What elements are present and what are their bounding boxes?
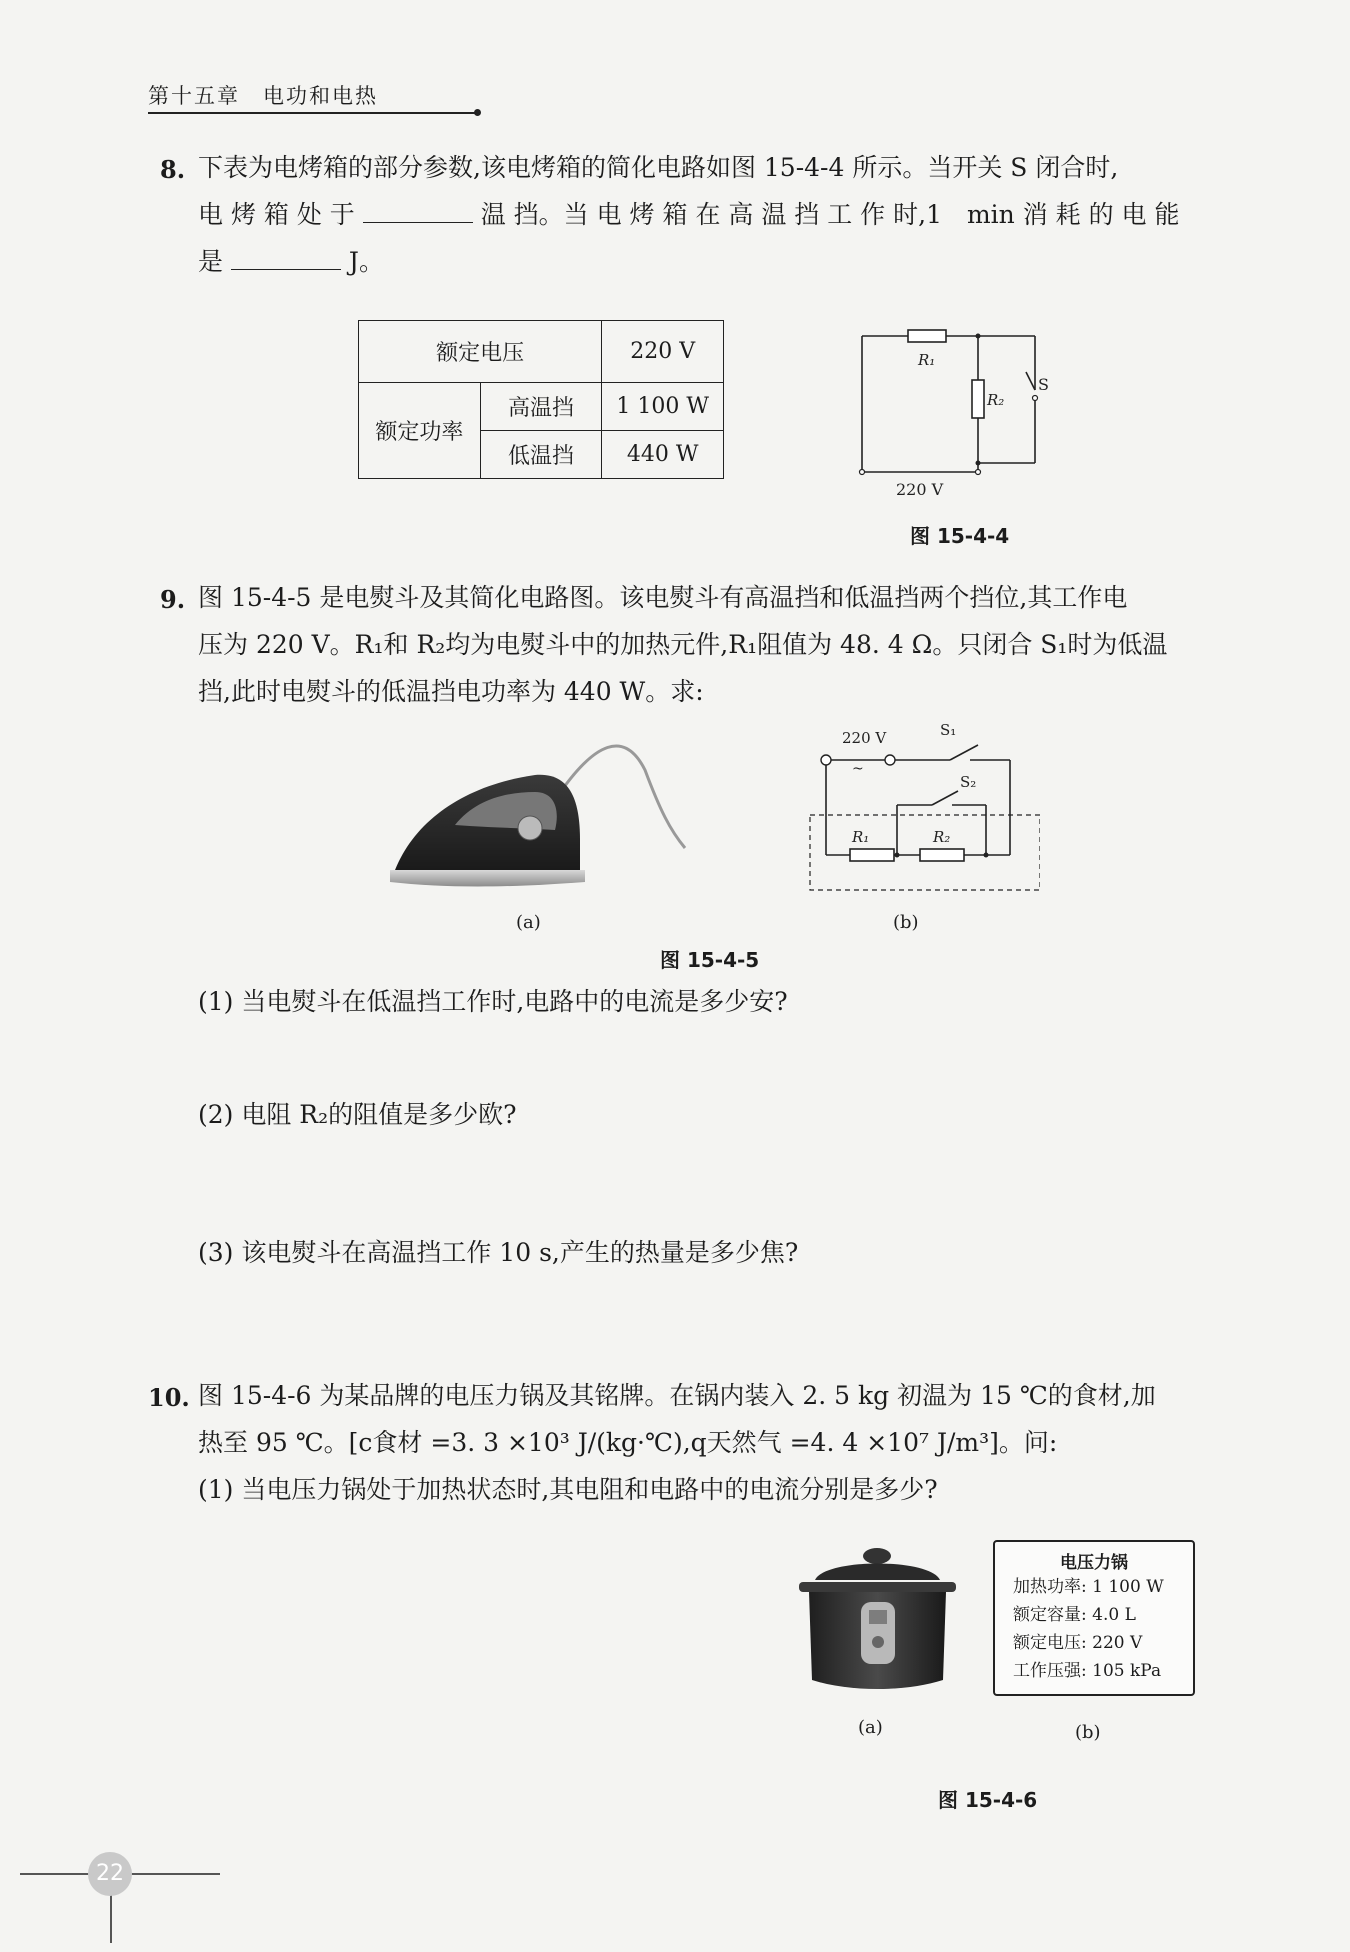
q8-line-3 xyxy=(198,247,384,277)
nameplate-title: 电压力锅 xyxy=(1060,1553,1128,1573)
fig-15-4-6-label-b: (b) xyxy=(1075,1722,1101,1743)
figure-15-4-6-caption: 图 15-4-6 xyxy=(938,1788,1038,1812)
low-temp-value: 440 W xyxy=(602,431,724,479)
q9-s1-label: S₁ xyxy=(940,721,957,739)
rated-power-label: 额定功率 xyxy=(359,383,481,479)
q9-line-3: 挡,此时电熨斗的低温挡电功率为 440 W。求: xyxy=(198,677,704,706)
q9-ac-symbol: ~ xyxy=(852,761,864,777)
q8-voltage-label: 220 V xyxy=(896,480,944,499)
pressure-cooker-nameplate xyxy=(993,1540,1195,1696)
q8-line-2b: 温 挡。当 电 烤 箱 在 高 温 挡 工 作 时,1 min 消 耗 的 电 能 xyxy=(480,200,1180,229)
q9-subquestion-2: (2) 电阻 R₂的阻值是多少欧? xyxy=(198,1100,517,1129)
q10-subquestion-1: (1) 当电压力锅处于加热状态时,其电阻和电路中的电流分别是多少? xyxy=(198,1475,938,1504)
nameplate-heating-power: 加热功率: 1 100 W xyxy=(1013,1577,1164,1597)
nameplate-rated-voltage: 额定电压: 220 V xyxy=(1013,1633,1143,1653)
rated-voltage-label: 额定电压 xyxy=(359,321,602,383)
high-temp-value: 1 100 W xyxy=(602,383,724,431)
q8-blank-1[interactable] xyxy=(363,200,473,223)
fig-15-4-5-label-b: (b) xyxy=(893,912,919,933)
high-temp-label: 高温挡 xyxy=(480,383,602,431)
nameplate-working-pressure: 工作压强: 105 kPa xyxy=(1013,1661,1162,1681)
low-temp-label: 低温挡 xyxy=(480,431,602,479)
q8-blank-2[interactable] xyxy=(231,247,341,270)
q9-number: 9. xyxy=(160,585,186,614)
q8-line-1: 下表为电烤箱的部分参数,该电烤箱的简化电路如图 15-4-4 所示。当开关 S 闭合时, xyxy=(198,153,1119,182)
fig-15-4-6-label-a: (a) xyxy=(858,1717,883,1738)
q9-r2-label: R₂ xyxy=(933,828,951,846)
figure-15-4-5-caption: 图 15-4-5 xyxy=(660,948,760,972)
q9-subquestion-3: (3) 该电熨斗在高温挡工作 10 s,产生的热量是多少焦? xyxy=(198,1238,799,1267)
q10-number: 10. xyxy=(148,1383,190,1412)
q9-line-1: 图 15-4-5 是电熨斗及其简化电路图。该电熨斗有高温挡和低温挡两个挡位,其工作电 xyxy=(198,583,1128,612)
q8-parameter-table xyxy=(358,320,724,479)
q8-line-3a: 是 xyxy=(198,247,224,276)
q9-subquestion-1: (1) 当电熨斗在低温挡工作时,电路中的电流是多少安? xyxy=(198,987,788,1016)
q9-s2-label: S₂ xyxy=(960,773,977,791)
header-rule xyxy=(148,112,478,114)
q8-line-2a: 电 烤 箱 处 于 xyxy=(198,200,355,229)
pressure-cooker-image xyxy=(795,1540,960,1700)
q9-line-2: 压为 220 V。R₁和 R₂均为电熨斗中的加热元件,R₁阻值为 48. 4 Ω。只闭合 S₁时为低温 xyxy=(198,630,1168,659)
q8-circuit-diagram xyxy=(850,320,1050,500)
q8-number: 8. xyxy=(160,155,186,184)
q10-line-1: 图 15-4-6 为某品牌的电压力锅及其铭牌。在锅内装入 2. 5 kg 初温为 15 ℃的食材,加 xyxy=(198,1381,1156,1410)
electric-iron-image xyxy=(385,730,695,890)
q8-r2-label: R₂ xyxy=(987,391,1005,409)
chapter-header: 第十五章 电功和电热 xyxy=(148,84,378,108)
q9-circuit-diagram xyxy=(790,715,1040,895)
q8-switch-label: S xyxy=(1038,375,1049,394)
q8-r1-label: R₁ xyxy=(918,351,936,369)
header-dot xyxy=(474,109,481,116)
q9-r1-label: R₁ xyxy=(852,828,870,846)
fig-15-4-5-label-a: (a) xyxy=(516,912,541,933)
rated-voltage-value: 220 V xyxy=(602,321,724,383)
q10-line-2: 热至 95 ℃。[c食材 =3. 3 ×10³ J/(kg·℃),q天然气 =4. 4 ×10⁷ J/m³]。问: xyxy=(198,1428,1058,1457)
q8-line-2 xyxy=(198,200,1180,230)
q8-line-3b: J。 xyxy=(348,247,384,276)
q9-voltage-label: 220 V xyxy=(842,729,887,747)
page-number: 22 xyxy=(88,1852,132,1896)
figure-15-4-4-caption: 图 15-4-4 xyxy=(910,524,1010,548)
nameplate-rated-capacity: 额定容量: 4.0 L xyxy=(1013,1605,1136,1625)
